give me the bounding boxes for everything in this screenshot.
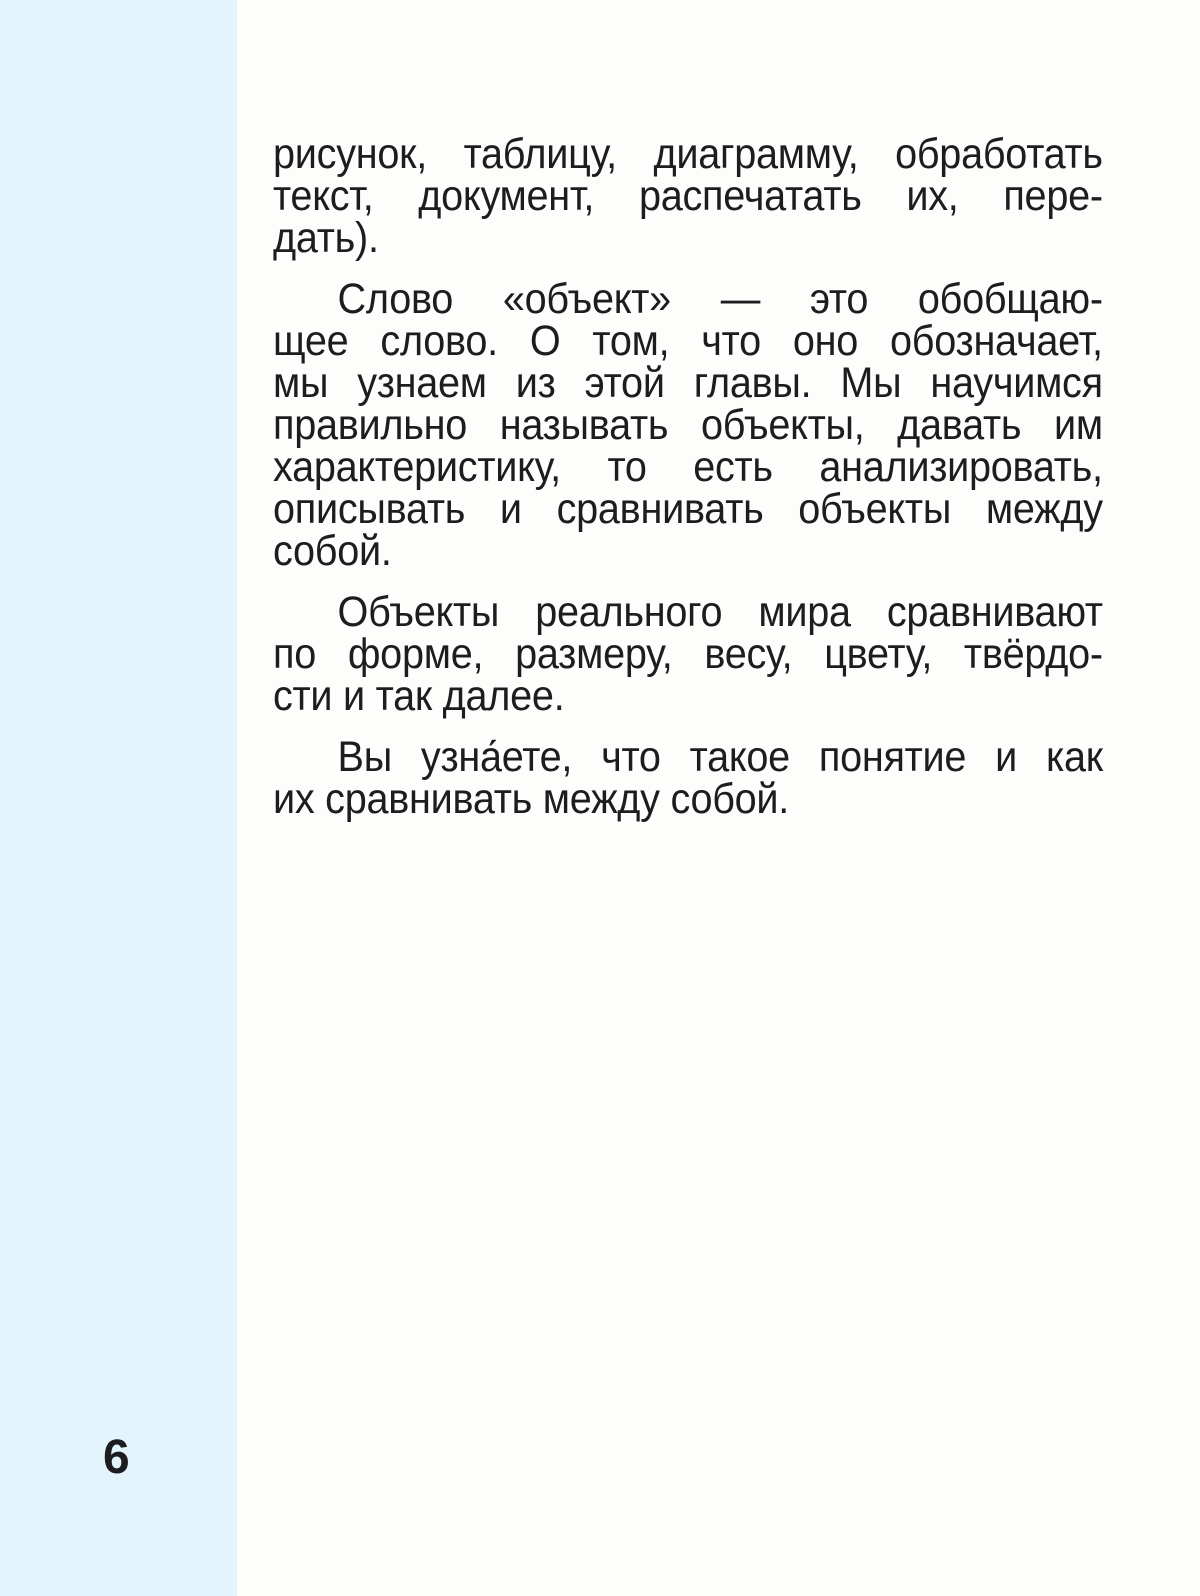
text-line: сти и так далее. xyxy=(273,672,565,720)
page-number: 6 xyxy=(103,1431,130,1484)
paragraph xyxy=(273,275,1103,575)
text-line: Вы узна́ете, что такое понятие и как xyxy=(337,733,1103,781)
text-block xyxy=(273,130,1103,839)
left-margin-strip xyxy=(0,0,237,1596)
text-line: Слово «объект» — это обобщаю- xyxy=(337,275,1103,323)
text-line: мы узнаем из этой главы. Мы научимся xyxy=(273,359,1103,407)
text-line: дать). xyxy=(273,214,379,262)
text-line: их сравнивать между собой. xyxy=(273,775,790,823)
text-line: по форме, размеру, весу, цвету, твёрдо- xyxy=(273,630,1103,678)
paragraph xyxy=(273,130,1103,262)
text-line: правильно называть объекты, давать им xyxy=(273,401,1103,449)
text-line: собой. xyxy=(273,527,392,575)
text-line: рисунок, таблицу, диаграмму, обработать xyxy=(273,130,1103,178)
paragraph xyxy=(273,733,1103,823)
paragraph xyxy=(273,588,1103,720)
text-line: описывать и сравнивать объекты между xyxy=(273,485,1103,533)
text-line: текст, документ, распечатать их, пере- xyxy=(273,172,1103,220)
text-line: характеристику, то есть анализировать, xyxy=(273,443,1103,491)
text-line: щее слово. О том, что оно обозначает, xyxy=(273,317,1103,365)
text-line: Объекты реального мира сравнивают xyxy=(337,588,1103,636)
